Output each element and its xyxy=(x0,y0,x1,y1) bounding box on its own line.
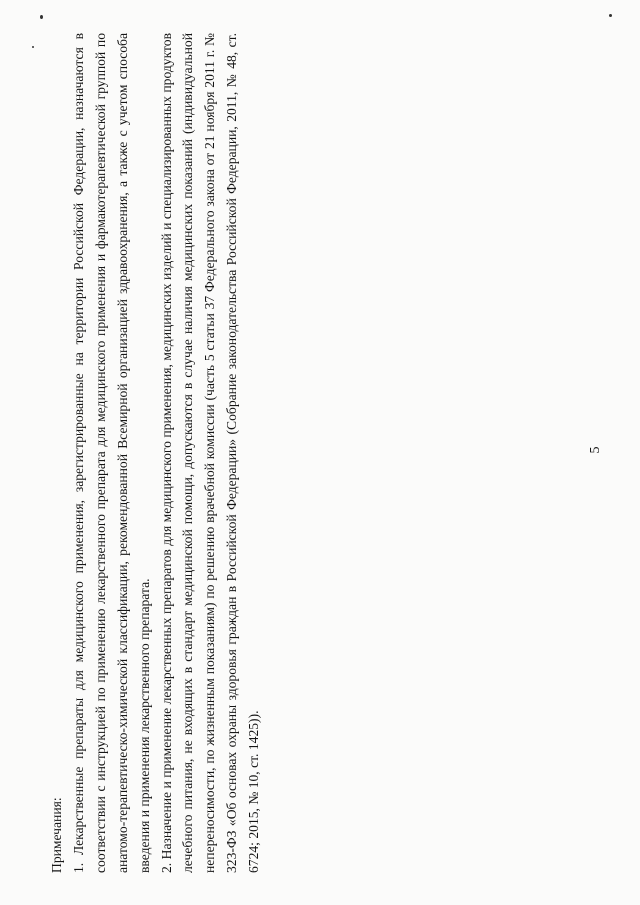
note-2: 2. Назначение и применение лекарственных препаратов для медицинского применения, медицинских изделий и специализированных продуктов лечебного питания, не входящих в стандарт медицинской помощи, допускаются в случае наличия медицинских показаний (индивидуальной непереносимости, по жизненным показаниям) по решению врачебной комиссии (часть 5 статьи 37 Федерального закона от 21 ноября 2011 г. № 323-ФЗ «Об основах охраны здоровья граждан в Российской Федерации» (Собрание законодательства Российской Федерации, 2011, № 48, ст. 6724; 2015, № 10, ст. 1425)). xyxy=(158,33,262,873)
notes-section xyxy=(46,33,265,873)
note-1: 1. Лекарственные препараты для медицинского применения, зарегистрированные на территории Российской Федерации, назначаются в соответствии с инструкцией по применению лекарственного препарата для медицинского применения и фармакотерапевтической группой по анатомо-терапевтическо-химической классификации, рекомендованной Всемирной организацией здравоохранения, а также с учетом способа введения и применения лекарственного препарата. xyxy=(70,33,152,873)
notes-title: Примечания: xyxy=(49,797,64,873)
scan-speck xyxy=(40,15,43,19)
scan-speck xyxy=(609,14,612,17)
scan-speck xyxy=(32,46,34,48)
page-number: 5 xyxy=(588,446,603,454)
